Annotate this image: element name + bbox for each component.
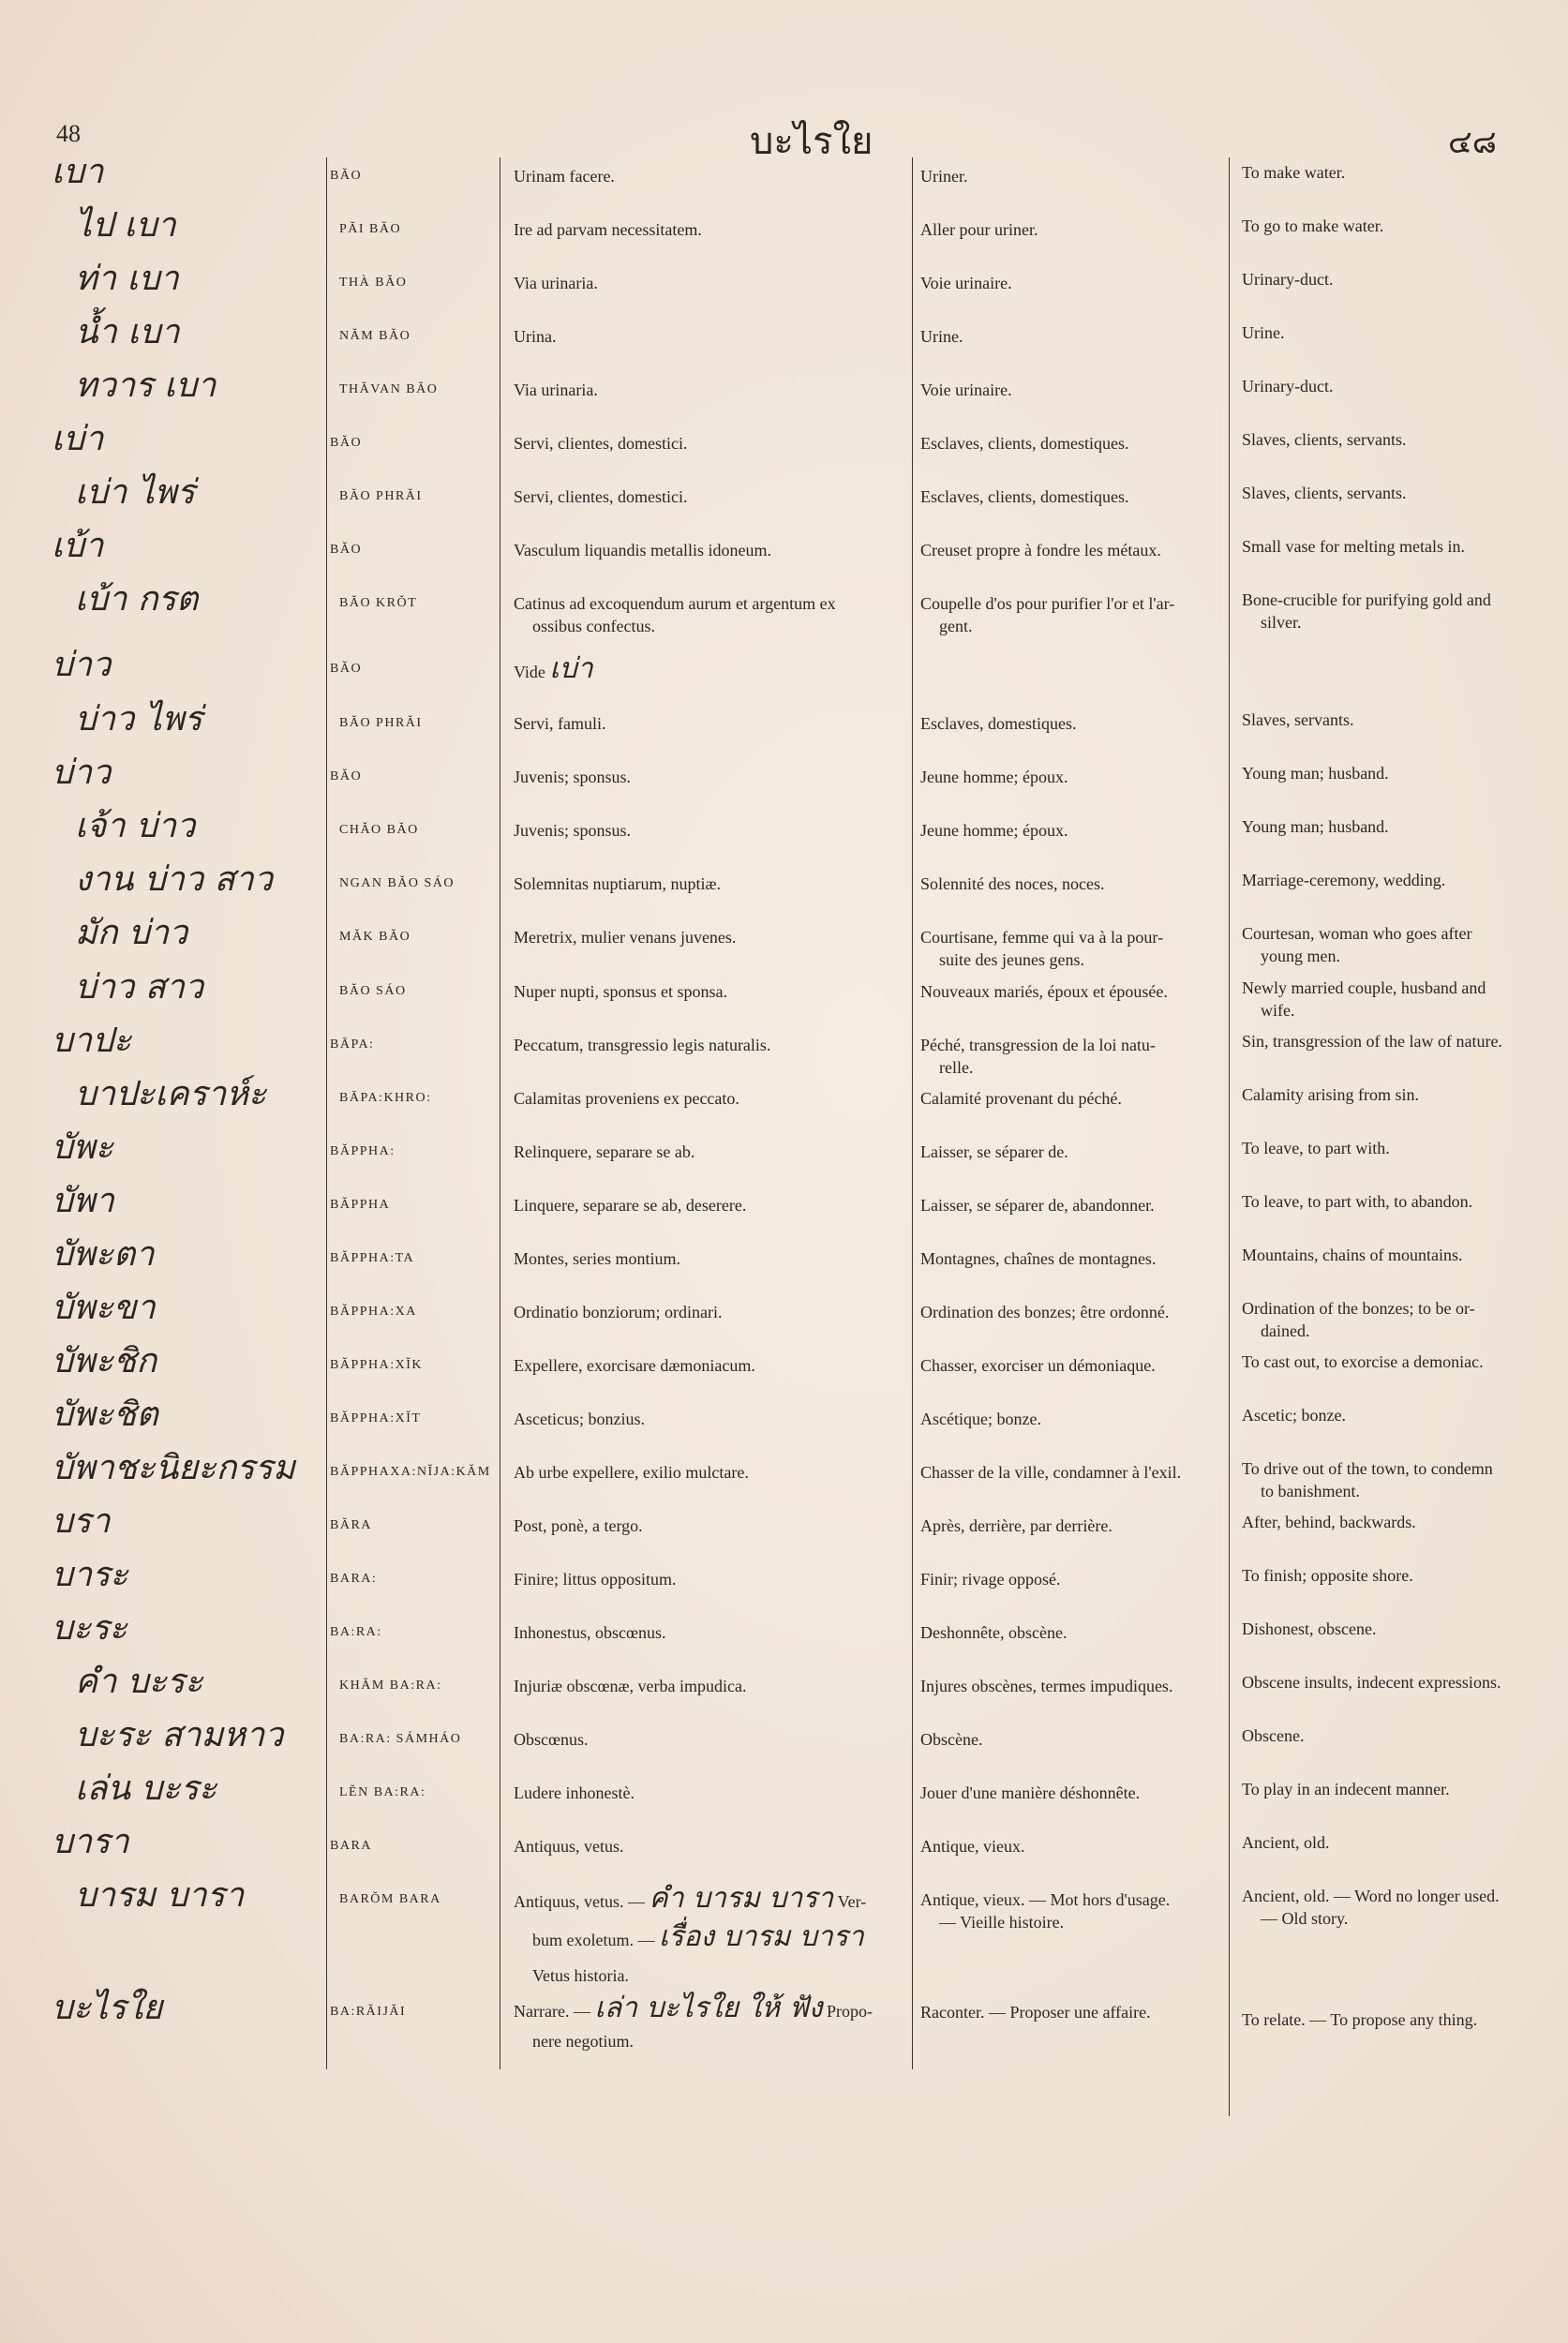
- thai-headword: เบ้า กรต: [75, 580, 199, 619]
- english-gloss: Slaves, clients, servants.: [1242, 484, 1407, 502]
- thai-headword: บัพะตา: [52, 1235, 155, 1274]
- french-gloss: Ordination des bonzes; être ordonné.: [920, 1303, 1170, 1321]
- romanization: NĂM BĂO: [339, 329, 411, 343]
- thai-headword: ทวาร เบา: [75, 366, 217, 405]
- latin-line: Catinus ad excoquendum aurum et argentum ex: [514, 594, 836, 613]
- latin-gloss: [514, 652, 903, 685]
- french-gloss: Ascétique; bonze.: [920, 1410, 1041, 1428]
- romanization: BA:RA: SÁMHÁO: [339, 1732, 462, 1746]
- latin-gloss: Montes, series montium.: [514, 1249, 680, 1268]
- latin-text: bum exoletum. —: [532, 1931, 655, 1949]
- latin-line: ossibus confectus.: [532, 617, 655, 635]
- thai-headword: งาน บ่าว สาว: [75, 860, 273, 899]
- english-gloss: To leave, to part with, to abandon.: [1242, 1192, 1473, 1211]
- latin-gloss: Solemnitas nuptiarum, nuptiæ.: [514, 874, 721, 893]
- english-gloss: [1242, 1457, 1546, 1502]
- thai-headword: บารา: [52, 1823, 129, 1861]
- french-gloss: Esclaves, domestiques.: [920, 714, 1077, 733]
- thai-example: คำ บารม บารา: [649, 1882, 834, 1915]
- latin-gloss: [514, 592, 903, 637]
- english-line: Ancient, old. — Word no longer used.: [1242, 1887, 1500, 1905]
- page-number-left: 48: [56, 120, 81, 147]
- thai-headword: บัพาชะนิยะกรรม: [52, 1449, 295, 1487]
- thai-headword: บัพะชิก: [52, 1342, 157, 1380]
- thai-headword: บะไรใย: [52, 1989, 163, 2027]
- romanization: BĂPPHA:XA: [330, 1305, 417, 1319]
- english-line: wife.: [1261, 1001, 1295, 1020]
- thai-example: เรื่อง บารม บารา: [658, 1920, 864, 1953]
- thai-headword: บัพะขา: [52, 1289, 156, 1327]
- english-gloss: Slaves, servants.: [1242, 710, 1354, 729]
- english-line: to banishment.: [1261, 1482, 1360, 1500]
- english-gloss: [1242, 922, 1546, 967]
- french-gloss: Raconter. — Proposer une affaire.: [920, 2003, 1151, 2022]
- romanization: BĂRA: [330, 1518, 372, 1532]
- english-gloss: Ancient, old.: [1242, 1833, 1330, 1852]
- thai-headword: มัก บ่าว: [75, 914, 188, 952]
- thai-headword: บัพะ: [52, 1128, 113, 1167]
- latin-gloss: Obscœnus.: [514, 1730, 589, 1749]
- thai-headword: เบ้า: [52, 527, 104, 565]
- romanization: BĂO SÁO: [339, 984, 407, 998]
- entry-row: [0, 1876, 1568, 1995]
- romanization: BĂO: [330, 543, 363, 557]
- english-gloss: Calamity arising from sin.: [1242, 1085, 1419, 1104]
- thai-headword: ไป เบา: [75, 206, 176, 245]
- latin-line: nere negotium.: [532, 2032, 634, 2051]
- english-line: silver.: [1261, 613, 1302, 632]
- latin-gloss: Antiquus, vetus.: [514, 1837, 624, 1856]
- latin-gloss: Relinquere, separare se ab.: [514, 1142, 695, 1161]
- romanization: BARŎM BARA: [339, 1892, 441, 1906]
- french-line: gent.: [939, 617, 973, 635]
- latin-gloss: Via urinaria.: [514, 381, 598, 399]
- romanization: KHĂM BA:RA:: [339, 1679, 442, 1693]
- thai-headword: เล่น บะระ: [75, 1769, 217, 1808]
- latin-text: Ver-: [837, 1892, 867, 1911]
- english-gloss: Small vase for melting metals in.: [1242, 537, 1465, 556]
- english-gloss: Urinary-duct.: [1242, 377, 1334, 395]
- english-gloss: Young man; husband.: [1242, 817, 1389, 836]
- english-line: — Old story.: [1261, 1909, 1349, 1928]
- english-gloss: Urine.: [1242, 323, 1285, 342]
- french-line: Courtisane, femme qui va à la pour-: [920, 928, 1164, 947]
- entry-row: [0, 580, 1568, 652]
- latin-gloss: Inhonestus, obscœnus.: [514, 1623, 666, 1642]
- latin-line: [514, 1919, 903, 1958]
- romanization: BĂPPHAXA:NĬJA:KĂM: [330, 1465, 491, 1479]
- romanization: BĂO KRŎT: [339, 596, 418, 610]
- french-gloss: Voie urinaire.: [920, 381, 1012, 399]
- romanization: BARA: [330, 1839, 372, 1853]
- thai-headword: บรา: [52, 1502, 111, 1541]
- thai-headword: เบ่า ไพร่: [75, 473, 195, 512]
- latin-gloss: Ab urbe expellere, exilio mulctare.: [514, 1463, 749, 1482]
- french-gloss: Calamité provenant du péché.: [920, 1089, 1122, 1108]
- english-gloss: Mountains, chains of mountains.: [1242, 1246, 1463, 1264]
- romanization: BĂPPHA:XĬT: [330, 1411, 422, 1425]
- romanization: CHĂO BĂO: [339, 823, 419, 837]
- romanization: BĂO: [330, 769, 363, 783]
- english-gloss: Ascetic; bonze.: [1242, 1406, 1346, 1425]
- latin-gloss: Asceticus; bonzius.: [514, 1410, 645, 1428]
- english-gloss: To relate. — To propose any thing.: [1242, 2010, 1478, 2029]
- latin-gloss: Ordinatio bonziorum; ordinari.: [514, 1303, 723, 1321]
- latin-gloss: Juvenis; sponsus.: [514, 768, 632, 786]
- french-gloss: Antique, vieux.: [920, 1837, 1025, 1856]
- english-gloss: Dishonest, obscene.: [1242, 1619, 1377, 1638]
- romanization: BĂPPHA:: [330, 1144, 396, 1158]
- french-gloss: Voie urinaire.: [920, 274, 1012, 292]
- french-gloss: Injures obscènes, termes impudiques.: [920, 1677, 1173, 1695]
- english-line: Ordination of the bonzes; to be or-: [1242, 1299, 1475, 1318]
- latin-gloss: Peccatum, transgressio legis naturalis.: [514, 1036, 771, 1054]
- french-gloss: Chasser, exorciser un démoniaque.: [920, 1356, 1156, 1375]
- french-gloss: [920, 1888, 1222, 1933]
- romanization: THÀ BĂO: [339, 276, 408, 290]
- latin-text: Antiquus, vetus. —: [514, 1892, 646, 1911]
- english-gloss: To make water.: [1242, 163, 1346, 182]
- romanization: MĂK BĂO: [339, 930, 411, 944]
- english-gloss: After, behind, backwards.: [1242, 1513, 1416, 1531]
- page-number-right: ๔๘: [1448, 124, 1497, 161]
- thai-example: เล่า บะไรใย ให้ ฟัง: [594, 1992, 823, 2024]
- french-gloss: Esclaves, clients, domestiques.: [920, 487, 1129, 506]
- french-gloss: Jeune homme; époux.: [920, 821, 1068, 840]
- english-gloss: Urinary-duct.: [1242, 270, 1334, 289]
- thai-headword: บัพะชิต: [52, 1395, 158, 1434]
- thai-headword: บะระ สามหาว: [75, 1716, 284, 1754]
- french-gloss: [920, 1034, 1222, 1079]
- romanization: BĂO: [330, 436, 363, 450]
- thai-headword: บ่าว: [52, 754, 112, 792]
- latin-gloss: Via urinaria.: [514, 274, 598, 292]
- thai-headword: บารม บารา: [75, 1876, 245, 1915]
- french-line: Péché, transgression de la loi natu-: [920, 1036, 1156, 1054]
- english-line: Courtesan, woman who goes after: [1242, 924, 1472, 943]
- romanization: BA:RĂIJĂI: [330, 2005, 407, 2019]
- thai-headword: ท่า เบา: [75, 260, 179, 298]
- thai-headword: เจ้า บ่าว: [75, 807, 196, 845]
- latin-gloss: [514, 1881, 903, 1993]
- english-gloss: Marriage-ceremony, wedding.: [1242, 871, 1446, 889]
- latin-line: Vetus historia.: [532, 1966, 629, 1985]
- french-gloss: Urine.: [920, 327, 963, 346]
- latin-gloss: Calamitas proveniens ex peccato.: [514, 1089, 739, 1108]
- latin-gloss: Ludere inhonestè.: [514, 1783, 635, 1802]
- french-gloss: Montagnes, chaînes de montagnes.: [920, 1249, 1157, 1268]
- french-line: relle.: [939, 1058, 974, 1077]
- romanization: BĂO PHRĂI: [339, 716, 423, 730]
- latin-line: [514, 1993, 903, 2026]
- thai-cross-reference: เบ่า: [549, 652, 593, 685]
- thai-headword: บาปะ: [52, 1022, 132, 1060]
- latin-gloss: Servi, famuli.: [514, 714, 606, 733]
- latin-gloss: Expellere, exorcisare dæmoniacum.: [514, 1356, 755, 1375]
- english-line: To drive out of the town, to condemn: [1242, 1459, 1493, 1478]
- running-title: บะไรใย: [750, 120, 874, 163]
- french-line: — Vieille histoire.: [939, 1913, 1065, 1932]
- latin-text: Narrare. —: [514, 2002, 590, 2021]
- latin-gloss: Urinam facere.: [514, 167, 615, 186]
- romanization: BĂPPHA:TA: [330, 1251, 415, 1265]
- latin-text: Propo-: [826, 2002, 873, 2021]
- french-gloss: Finir; rivage opposé.: [920, 1570, 1061, 1589]
- thai-headword: เบ่า: [52, 420, 104, 458]
- english-gloss: To leave, to part with.: [1242, 1139, 1390, 1157]
- latin-gloss: Juvenis; sponsus.: [514, 821, 632, 840]
- french-gloss: Deshonnête, obscène.: [920, 1623, 1068, 1642]
- dictionary-entries: [0, 153, 1568, 2061]
- latin-line: [514, 1881, 903, 1919]
- french-gloss: Obscène.: [920, 1730, 983, 1749]
- romanization: BARA:: [330, 1572, 378, 1586]
- english-gloss: [1242, 1297, 1546, 1342]
- romanization: BĂO: [330, 662, 363, 676]
- french-gloss: Laisser, se séparer de, abandonner.: [920, 1196, 1155, 1215]
- french-line: suite des jeunes gens.: [939, 950, 1084, 969]
- romanization: BĂPPHA:XĬK: [330, 1358, 424, 1372]
- english-gloss: To play in an indecent manner.: [1242, 1780, 1450, 1798]
- french-gloss: Aller pour uriner.: [920, 220, 1038, 239]
- french-gloss: Laisser, se séparer de.: [920, 1142, 1068, 1161]
- english-gloss: [1242, 977, 1546, 1022]
- thai-headword: บัพา: [52, 1182, 114, 1220]
- english-gloss: To go to make water.: [1242, 216, 1384, 235]
- thai-headword: บ่าว: [52, 646, 112, 684]
- french-gloss: [920, 592, 1222, 637]
- latin-gloss: [514, 1993, 903, 2056]
- latin-gloss: Finire; littus oppositum.: [514, 1570, 677, 1589]
- english-gloss: Obscene.: [1242, 1726, 1305, 1745]
- french-line: Coupelle d'os pour purifier l'or et l'ar-: [920, 594, 1175, 613]
- english-line: Bone-crucible for purifying gold and: [1242, 590, 1491, 609]
- thai-headword: บ่าว ไพร่: [75, 700, 202, 739]
- french-gloss: Jouer d'une manière déshonnête.: [920, 1783, 1141, 1802]
- romanization: NGAN BĂO SÁO: [339, 876, 455, 890]
- english-gloss: [1242, 1885, 1546, 1930]
- romanization: BĂPPHA: [330, 1198, 391, 1212]
- latin-gloss: Servi, clientes, domestici.: [514, 487, 688, 506]
- french-gloss: Nouveaux mariés, époux et épousée.: [920, 982, 1168, 1001]
- english-gloss: Sin, transgression of the law of nature.: [1242, 1032, 1502, 1051]
- romanization: BĀPA:KHRO:: [339, 1091, 432, 1105]
- latin-gloss: Meretrix, mulier venans juvenes.: [514, 928, 737, 947]
- english-line: young men.: [1261, 947, 1340, 965]
- thai-headword: บาปะเคราห์ะ: [75, 1075, 267, 1113]
- thai-headword: คำ บะระ: [75, 1663, 203, 1701]
- latin-text: Vide: [514, 663, 545, 681]
- entry-row: [0, 1989, 1568, 2061]
- romanization: THĂVAN BĂO: [339, 382, 439, 396]
- french-gloss: Creuset propre à fondre les métaux.: [920, 541, 1161, 560]
- english-gloss: To finish; opposite shore.: [1242, 1566, 1413, 1585]
- romanization: BĂO PHRĂI: [339, 489, 423, 503]
- french-gloss: Après, derrière, par derrière.: [920, 1516, 1113, 1535]
- latin-gloss: Nuper nupti, sponsus et sponsa.: [514, 982, 727, 1001]
- french-line: Antique, vieux. — Mot hors d'usage.: [920, 1890, 1171, 1909]
- english-gloss: Young man; husband.: [1242, 764, 1389, 783]
- latin-gloss: Injuriæ obscœnæ, verba impudica.: [514, 1677, 747, 1695]
- thai-headword: บะระ: [52, 1609, 127, 1648]
- latin-gloss: Urina.: [514, 327, 557, 346]
- romanization: BĂO: [330, 169, 363, 183]
- latin-gloss: Linquere, separare se ab, deserere.: [514, 1196, 747, 1215]
- french-gloss: Solennité des noces, noces.: [920, 874, 1105, 893]
- latin-gloss: Servi, clientes, domestici.: [514, 434, 688, 453]
- thai-headword: บ่าว สาว: [75, 968, 204, 1007]
- latin-gloss: Vasculum liquandis metallis idoneum.: [514, 541, 771, 560]
- thai-headword: เบา: [52, 153, 104, 191]
- french-gloss: Esclaves, clients, domestiques.: [920, 434, 1129, 453]
- english-gloss: To cast out, to exorcise a demoniac.: [1242, 1352, 1484, 1371]
- french-gloss: Uriner.: [920, 167, 968, 186]
- latin-gloss: Post, ponè, a tergo.: [514, 1516, 643, 1535]
- latin-gloss: Ire ad parvam necessitatem.: [514, 220, 702, 239]
- french-gloss: [920, 926, 1222, 971]
- romanization: BA:RA:: [330, 1625, 382, 1639]
- thai-headword: บาระ: [52, 1556, 128, 1594]
- romanization: LĔN BA:RA:: [339, 1785, 426, 1799]
- french-gloss: Jeune homme; époux.: [920, 768, 1068, 786]
- english-line: dained.: [1261, 1321, 1310, 1340]
- thai-headword: น้ำ เบา: [75, 313, 180, 351]
- english-gloss: Slaves, clients, servants.: [1242, 430, 1407, 449]
- romanization: BĀPA:: [330, 1037, 375, 1052]
- english-gloss: Obscene insults, indecent expressions.: [1242, 1673, 1501, 1692]
- french-gloss: Chasser de la ville, condamner à l'exil.: [920, 1463, 1182, 1482]
- romanization: PĂI BĂO: [339, 222, 402, 236]
- english-line: Newly married couple, husband and: [1242, 978, 1486, 997]
- english-gloss: [1242, 589, 1546, 634]
